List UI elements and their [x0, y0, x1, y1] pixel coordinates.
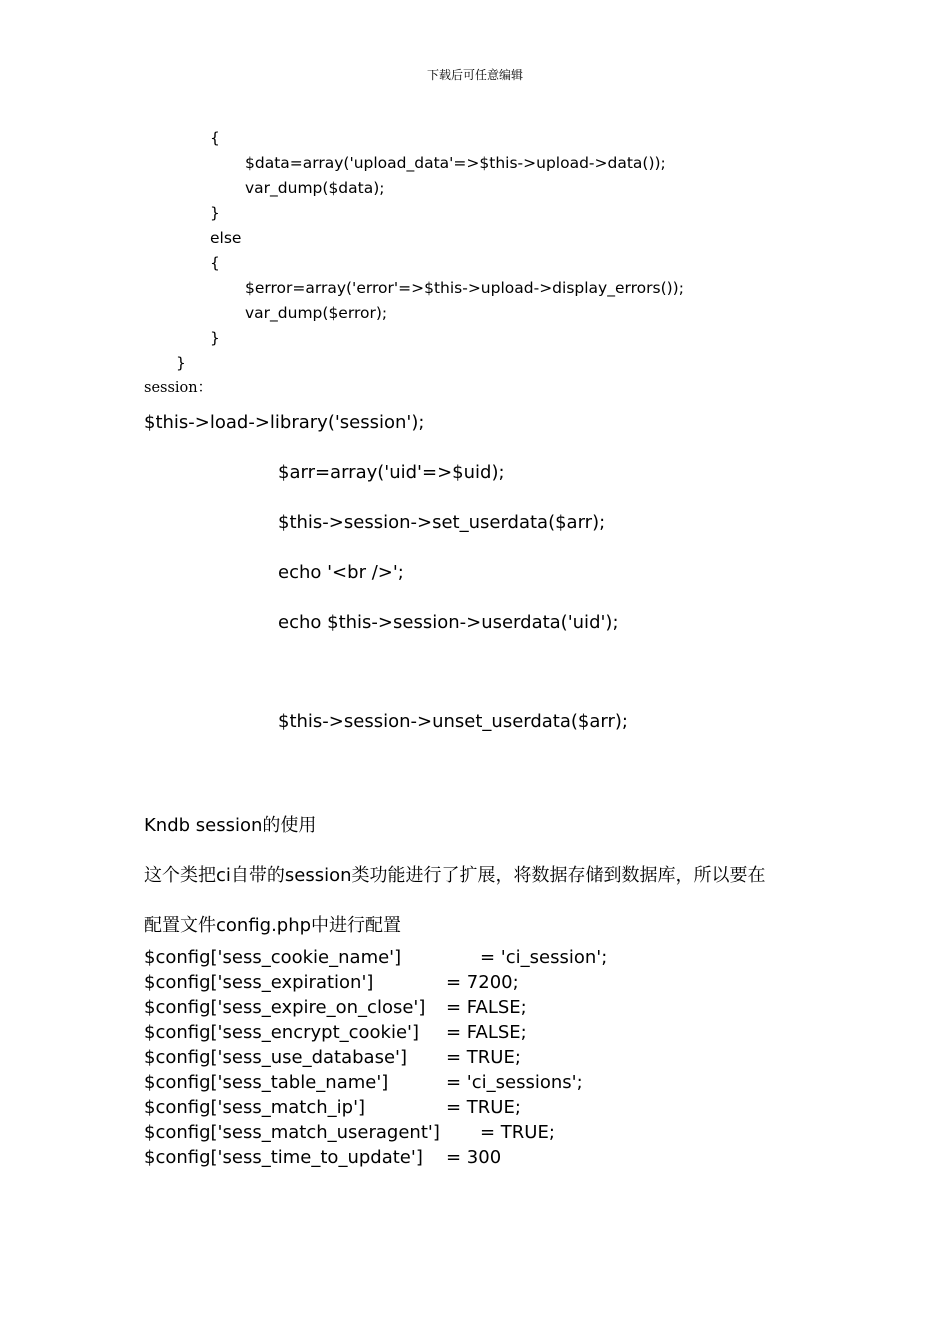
code-line: $error=array('error'=>$this->upload->display_errors());	[245, 279, 684, 297]
config-value: = FALSE;	[446, 1022, 527, 1043]
code-line: }	[210, 204, 220, 222]
config-key: $config['sess_time_to_update']	[144, 1147, 423, 1168]
config-value: = TRUE;	[446, 1047, 521, 1068]
code-line: echo '<br />';	[278, 562, 404, 583]
code-line: $this->session->unset_userdata($arr);	[278, 711, 628, 732]
code-line: $this->session->set_userdata($arr);	[278, 512, 606, 533]
page-header: 下载后可任意编辑	[426, 68, 523, 82]
config-value: = 7200;	[446, 972, 519, 993]
session-label: session：	[144, 380, 213, 396]
code-line: }	[210, 329, 220, 347]
config-key: $config['sess_expiration']	[144, 972, 374, 993]
code-line: {	[210, 129, 220, 147]
config-value: = FALSE;	[446, 997, 527, 1018]
code-line: $arr=array('uid'=>$uid);	[278, 462, 505, 483]
code-line: $data=array('upload_data'=>$this->upload->data());	[245, 154, 666, 172]
config-key: $config['sess_use_database']	[144, 1047, 407, 1068]
config-key: $config['sess_expire_on_close']	[144, 997, 426, 1018]
code-line: $this->load->library('session');	[144, 412, 425, 433]
config-key: $config['sess_table_name']	[144, 1072, 389, 1093]
config-key: $config['sess_cookie_name']	[144, 947, 402, 968]
config-value: = TRUE;	[446, 1097, 521, 1118]
config-value: = TRUE;	[480, 1122, 555, 1143]
code-line: }	[176, 354, 186, 372]
kndb-description: 配置文件config.php中进行配置	[144, 915, 402, 936]
code-line: var_dump($error);	[245, 304, 388, 322]
code-line: else	[210, 229, 242, 247]
code-line: echo $this->session->userdata('uid');	[278, 612, 619, 633]
config-value: = 300	[446, 1147, 502, 1168]
config-value: = 'ci_session';	[480, 947, 608, 968]
code-line: var_dump($data);	[245, 179, 385, 197]
kndb-heading: Kndb session的使用	[144, 815, 317, 836]
config-key: $config['sess_match_useragent']	[144, 1122, 440, 1143]
config-key: $config['sess_match_ip']	[144, 1097, 366, 1118]
kndb-description: 这个类把ci自带的session类功能进行了扩展，将数据存储到数据库，所以要在	[144, 865, 766, 886]
code-line: {	[210, 254, 220, 272]
config-key: $config['sess_encrypt_cookie']	[144, 1022, 420, 1043]
config-value: = 'ci_sessions';	[446, 1072, 583, 1093]
